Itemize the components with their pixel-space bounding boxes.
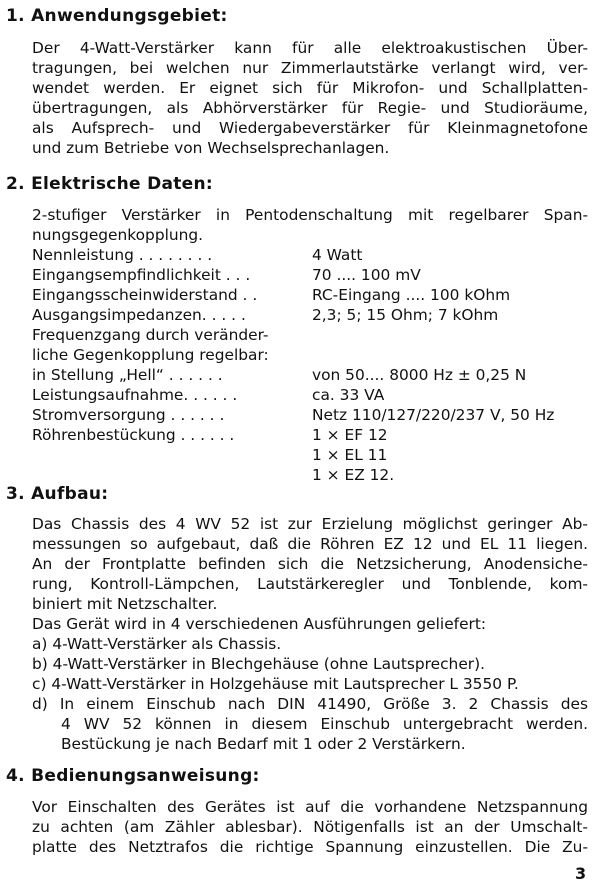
spec-value: von 50.... 8000 Hz ± 0,25 N: [312, 366, 527, 384]
paragraph-line: rung, Kontroll-Lämpchen, Lautstärkeregler und Tonblende, kom-: [32, 575, 588, 593]
list-item: a) 4-Watt-Verstärker als Chassis.: [32, 635, 282, 653]
paragraph-line: wendet werden. Er eignet sich für Mikrofon- und Schallplatten-: [32, 79, 588, 97]
list-item-continuation: 4 WV 52 können in diesem Einschub untergebracht werden.: [61, 715, 588, 733]
spec-label: Eingangsscheinwiderstand . .: [32, 286, 258, 304]
paragraph-line: zu achten (am Zähler ablesbar). Nötigenfalls ist an der Umschalt-: [32, 818, 588, 836]
spec-value: 70 .... 100 mV: [312, 266, 421, 284]
spec-value: 1 × EF 12: [312, 426, 388, 444]
paragraph-line: übertragungen, als Abhörverstärker für Regie- und Studioräume,: [32, 99, 588, 117]
list-item: b) 4-Watt-Verstärker in Blechgehäuse (ohne Lautsprecher).: [32, 655, 486, 673]
paragraph-line: An der Frontplatte befinden sich die Netzsicherung, Anodensiche-: [32, 555, 588, 573]
list-item: c) 4-Watt-Verstärker in Holzgehäuse mit Lautsprecher L 3550 P.: [32, 675, 519, 693]
spec-label: liche Gegenkopplung regelbar:: [32, 346, 269, 364]
spec-value: ca. 33 VA: [312, 386, 385, 404]
paragraph-line: nungsgegenkopplung.: [32, 226, 204, 244]
spec-value: 4 Watt: [312, 246, 363, 264]
paragraph-line: tragungen, bei welchen nur Zimmerlautstärke verlangt wird, ver-: [32, 59, 588, 77]
list-item-continuation: Bestückung je nach Bedarf mit 1 oder 2 Verstärkern.: [61, 735, 466, 753]
paragraph-line: Das Chassis des 4 WV 52 ist zur Erzielung möglichst geringer Ab-: [32, 515, 588, 533]
spec-label: Röhrenbestückung . . . . . .: [32, 426, 235, 444]
spec-label: in Stellung „Hell“ . . . . . .: [32, 366, 223, 384]
paragraph-line: als Aufsprech- und Wiedergabeverstärker für Kleinmagnetofone: [32, 119, 588, 137]
paragraph-line: messungen so aufgebaut, daß die Röhren EZ 12 und EL 11 liegen.: [32, 535, 588, 553]
spec-value: RC-Eingang .... 100 kOhm: [312, 286, 511, 304]
section-heading-4: 4. Bedienungsanweisung:: [6, 766, 260, 786]
spec-label: Stromversorgung . . . . . .: [32, 406, 225, 424]
paragraph-line: biniert mit Netzschalter.: [32, 595, 218, 613]
spec-label: Ausgangsimpedanzen. . . . .: [32, 306, 246, 324]
section-heading-3: 3. Aufbau:: [6, 484, 109, 504]
paragraph-line: Das Gerät wird in 4 verschiedenen Ausführungen geliefert:: [32, 615, 487, 633]
spec-value: 1 × EL 11: [312, 446, 388, 464]
paragraph-line: und zum Betriebe von Wechselsprechanlagen.: [32, 139, 390, 157]
spec-label: Nennleistung . . . . . . . .: [32, 246, 213, 264]
paragraph-line: Vor Einschalten des Gerätes ist auf die vorhandene Netzspannung: [32, 798, 588, 816]
section-heading-2: 2. Elektrische Daten:: [6, 174, 214, 194]
spec-label: Frequenzgang durch veränder-: [32, 326, 269, 344]
page-number: 3: [575, 864, 587, 883]
spec-value: 2,3; 5; 15 Ohm; 7 kOhm: [312, 306, 499, 324]
list-item: d) In einem Einschub nach DIN 41490, Größe 3. 2 Chassis des: [32, 695, 588, 713]
paragraph-line: platte des Netztrafos die richtige Spannung einzustellen. Die Zu-: [32, 838, 588, 856]
spec-label: Leistungsaufnahme. . . . . .: [32, 386, 238, 404]
spec-label: Eingangsempfindlichkeit . . .: [32, 266, 251, 284]
section-heading-1: 1. Anwendungsgebiet:: [6, 6, 228, 26]
spec-value: 1 × EZ 12.: [312, 466, 395, 484]
paragraph-line: Der 4-Watt-Verstärker kann für alle elektroakustischen Über-: [32, 39, 588, 57]
spec-value: Netz 110/127/220/237 V, 50 Hz: [312, 406, 555, 424]
paragraph-line: 2-stufiger Verstärker in Pentodenschaltung mit regelbarer Span-: [32, 206, 588, 224]
